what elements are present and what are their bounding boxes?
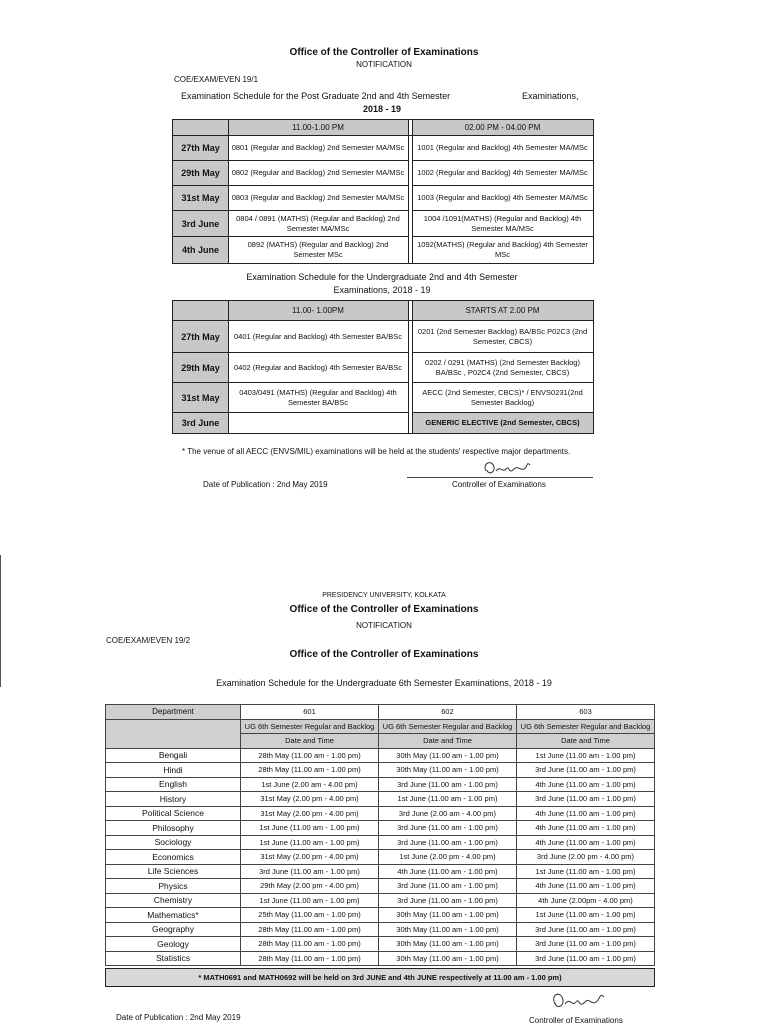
schedule-cell: 4th June (2.00pm - 4.00 pm) [517, 893, 655, 908]
schedule-cell: 4th June (11.00 am - 1.00 pm) [517, 777, 655, 792]
schedule-cell: 3rd June (11.00 am - 1.00 pm) [379, 835, 517, 850]
department-name: Physics [106, 879, 241, 894]
ug-cell: 0402 (Regular and Backlog) 4th Semester BA/BSc [228, 353, 408, 383]
ug-day: 31st May [173, 383, 228, 413]
pg-schedule-table [172, 119, 594, 264]
pg-divider [412, 120, 413, 263]
reference-number-2: COE/EXAM/EVEN 19/2 [106, 636, 191, 645]
schedule-cell: 28th May (11.00 am - 1.00 pm) [241, 922, 379, 937]
department-name: Bengali [106, 748, 241, 763]
pg-day: 4th June [173, 237, 228, 263]
col-sub: UG 6th Semester Regular and Backlog [517, 719, 655, 734]
university-name: PRESIDENCY UNIVERSITY, KOLKATA [322, 592, 446, 599]
ug6-schedule-table [105, 704, 655, 966]
notification-heading: NOTIFICATION [356, 60, 412, 69]
schedule-cell: 4th June (11.00 am - 1.00 pm) [517, 879, 655, 894]
table-row [106, 937, 655, 952]
pg-slot2-header: 02.00 PM - 04.00 PM [412, 120, 593, 136]
table-row [106, 922, 655, 937]
department-name: History [106, 792, 241, 807]
date-time-header: Date and Time [241, 734, 379, 749]
col-code: 603 [517, 705, 655, 720]
date-time-header: Date and Time [379, 734, 517, 749]
publication-date-2: Date of Publication : 2nd May 2019 [116, 1013, 241, 1022]
col-code: 601 [241, 705, 379, 720]
schedule-cell: 28th May (11.00 am - 1.00 pm) [241, 748, 379, 763]
pg-cell: 0802 (Regular and Backlog) 2nd Semester MA/MSc [228, 161, 408, 186]
office-title: Office of the Controller of Examinations [289, 47, 479, 58]
schedule-cell: 31st May (2.00 pm - 4.00 pm) [241, 792, 379, 807]
schedule-cell: 30th May (11.00 am - 1.00 pm) [379, 937, 517, 952]
department-name: Statistics [106, 951, 241, 966]
pg-slot1-header: 11.00-1.00 PM [228, 120, 408, 136]
department-header-blank [106, 719, 241, 748]
table-row [106, 777, 655, 792]
ug-divider [412, 301, 413, 433]
schedule-cell: 1st June (11.00 am - 1.00 pm) [379, 792, 517, 807]
schedule-cell: 29th May (2.00 pm - 4.00 pm) [241, 879, 379, 894]
schedule-cell: 1st June (11.00 am - 1.00 pm) [241, 893, 379, 908]
schedule-cell: 3rd June (11.00 am - 1.00 pm) [379, 777, 517, 792]
pg-cell: 0804 / 0891 (MATHS) (Regular and Backlog) 2nd Semester MA/MSc [228, 211, 408, 237]
table-row [106, 864, 655, 879]
schedule-cell: 28th May (11.00 am - 1.00 pm) [241, 937, 379, 952]
ug-divider [228, 301, 229, 433]
pg-corner [173, 120, 228, 136]
ug-slot2-header: STARTS AT 2.00 PM [412, 301, 593, 321]
department-name: Political Science [106, 806, 241, 821]
ug-cell: 0403/0491 (MATHS) (Regular and Backlog) 4th Semester BA/BSc [228, 383, 408, 413]
schedule-cell: 1st June (11.00 am - 1.00 pm) [241, 835, 379, 850]
pg-day: 3rd June [173, 211, 228, 237]
pg-divider [228, 120, 229, 263]
ug-day: 29th May [173, 353, 228, 383]
schedule-cell: 30th May (11.00 am - 1.00 pm) [379, 763, 517, 778]
schedule-cell: 25th May (11.00 am - 1.00 pm) [241, 908, 379, 923]
ug-schedule-title: Examination Schedule for the Undergraduate 2nd and 4th Semester [246, 272, 518, 282]
department-name: Sociology [106, 835, 241, 850]
col-code: 602 [379, 705, 517, 720]
department-name: English [106, 777, 241, 792]
schedule-cell: 30th May (11.00 am - 1.00 pm) [379, 908, 517, 923]
department-name: Philosophy [106, 821, 241, 836]
reference-number: COE/EXAM/EVEN 19/1 [174, 75, 259, 84]
schedule-cell: 1st June (2.00 pm - 4.00 pm) [379, 850, 517, 865]
schedule-cell: 1st June (11.00 am - 1.00 pm) [241, 821, 379, 836]
schedule-cell: 3rd June (11.00 am - 1.00 pm) [517, 922, 655, 937]
math-note: * MATH0691 and MATH0692 will be held on 3rd JUNE and 4th JUNE respectively at 11.00 am - 1.00 pm) [105, 968, 655, 987]
publication-date: Date of Publication : 2nd May 2019 [203, 480, 328, 489]
department-name: Life Sciences [106, 864, 241, 879]
department-name: Geology [106, 937, 241, 952]
pg-schedule-year: 2018 - 19 [362, 104, 402, 114]
schedule-cell: 4th June (11.00 am - 1.00 pm) [517, 806, 655, 821]
controller-label: Controller of Examinations [452, 480, 546, 489]
schedule-cell: 4th June (11.00 am - 1.00 pm) [517, 835, 655, 850]
schedule-cell: 28th May (11.00 am - 1.00 pm) [241, 763, 379, 778]
signature-line [407, 477, 593, 478]
ug-schedule-title-2: Examinations, 2018 - 19 [333, 285, 431, 295]
pg-cell: 0803 (Regular and Backlog) 2nd Semester MA/MSc [228, 186, 408, 211]
ug-cell: AECC (2nd Semester, CBCS)* / ENVS0231(2nd Semester Backlog) [412, 383, 593, 413]
ug-day: 27th May [173, 321, 228, 353]
department-name: Economics [106, 850, 241, 865]
table-row [106, 850, 655, 865]
pg-schedule-title-end: Examinations, [522, 91, 579, 101]
pg-cell: 1001 (Regular and Backlog) 4th Semester MA/MSc [412, 136, 593, 161]
ug-corner [173, 301, 228, 321]
schedule-cell: 1st June (11.00 am - 1.00 pm) [517, 864, 655, 879]
department-name: Chemistry [106, 893, 241, 908]
table-row [106, 763, 655, 778]
ug-cell: 0202 / 0291 (MATHS) (2nd Semester Backlog) BA/BSc , P02C4 (2nd Semester, CBCS) [412, 353, 593, 383]
controller-label-2: Controller of Examinations [529, 1016, 623, 1025]
department-name: Mathematics* [106, 908, 241, 923]
signature-2 [545, 988, 625, 1016]
schedule-cell: 1st June (11.00 am - 1.00 pm) [517, 908, 655, 923]
col-sub: UG 6th Semester Regular and Backlog [379, 719, 517, 734]
ug-slot1-header: 11.00- 1.00PM [228, 301, 408, 321]
table-row [106, 879, 655, 894]
office-title-3: Office of the Controller of Examinations [289, 649, 479, 660]
schedule-cell: 3rd June (2.00 am - 4.00 pm) [379, 806, 517, 821]
pg-day: 31st May [173, 186, 228, 211]
pg-day: 27th May [173, 136, 228, 161]
schedule-cell: 3rd June (11.00 am - 1.00 pm) [241, 864, 379, 879]
schedule-cell: 30th May (11.00 am - 1.00 pm) [379, 922, 517, 937]
ug6-schedule-title: Examination Schedule for the Undergraduate 6th Semester Examinations, 2018 - 19 [216, 678, 552, 688]
pg-cell: 1003 (Regular and Backlog) 4th Semester MA/MSc [412, 186, 593, 211]
schedule-cell: 3rd June (11.00 am - 1.00 pm) [517, 792, 655, 807]
department-name: Hindi [106, 763, 241, 778]
schedule-cell: 31st May (2.00 pm - 4.00 pm) [241, 806, 379, 821]
ug-divider [408, 301, 409, 433]
pg-cell: 1004 /1091(MATHS) (Regular and Backlog) 4th Semester MA/MSc [412, 211, 593, 237]
ug-cell: GENERIC ELECTIVE (2nd Semester, CBCS) [412, 413, 593, 433]
table-row [106, 705, 655, 720]
department-header: Department [106, 705, 241, 720]
schedule-cell: 3rd June (11.00 am - 1.00 pm) [379, 821, 517, 836]
pg-divider [408, 120, 409, 263]
table-row [106, 908, 655, 923]
table-row [106, 893, 655, 908]
venue-note: * The venue of all AECC (ENVS/MIL) examinations will be held at the students' respective major departments. [182, 447, 571, 456]
schedule-cell: 3rd June (11.00 am - 1.00 pm) [379, 879, 517, 894]
pg-cell: 0801 (Regular and Backlog) 2nd Semester MA/MSc [228, 136, 408, 161]
schedule-cell: 1st June (2.00 am - 4.00 pm) [241, 777, 379, 792]
ug-cell [228, 413, 408, 433]
table-row [106, 719, 655, 734]
pg-cell: 0892 (MATHS) (Regular and Backlog) 2nd Semester MSc [247, 240, 389, 259]
schedule-cell: 28th May (11.00 am - 1.00 pm) [241, 951, 379, 966]
schedule-cell: 4th June (11.00 am - 1.00 pm) [379, 864, 517, 879]
schedule-cell: 31st May (2.00 pm - 4.00 pm) [241, 850, 379, 865]
ug-day: 3rd June [173, 413, 228, 433]
office-title-2: Office of the Controller of Examinations [289, 604, 479, 615]
schedule-cell: 3rd June (11.00 am - 1.00 pm) [517, 937, 655, 952]
pg-day: 29th May [173, 161, 228, 186]
schedule-cell: 30th May (11.00 am - 1.00 pm) [379, 951, 517, 966]
schedule-cell: 3rd June (11.00 am - 1.00 pm) [517, 951, 655, 966]
ug-schedule-table [172, 300, 594, 434]
pg-schedule-title: Examination Schedule for the Post Graduate 2nd and 4th Semester [181, 91, 451, 101]
col-sub: UG 6th Semester Regular and Backlog [241, 719, 379, 734]
pg-cell: 1092(MATHS) (Regular and Backlog) 4th Semester MSc [417, 240, 588, 259]
pg-cell: 1002 (Regular and Backlog) 4th Semester MA/MSc [412, 161, 593, 186]
schedule-cell: 3rd June (11.00 am - 1.00 pm) [379, 893, 517, 908]
ug-cell: 0201 (2nd Semester Backlog) BA/BSc P02C3 (2nd Semester, CBCS) [412, 321, 593, 353]
schedule-cell: 4th June (11.00 am - 1.00 pm) [517, 821, 655, 836]
table-row [106, 792, 655, 807]
schedule-cell: 1st June (11.00 am - 1.00 pm) [517, 748, 655, 763]
table-row [106, 748, 655, 763]
table-row [106, 835, 655, 850]
notification-heading-2: NOTIFICATION [356, 621, 412, 630]
date-time-header: Date and Time [517, 734, 655, 749]
table-row [106, 821, 655, 836]
department-name: Geography [106, 922, 241, 937]
schedule-cell: 3rd June (2.00 pm - 4.00 pm) [517, 850, 655, 865]
schedule-cell: 30th May (11.00 am - 1.00 pm) [379, 748, 517, 763]
schedule-cell: 3rd June (11.00 am - 1.00 pm) [517, 763, 655, 778]
table-row [106, 806, 655, 821]
ug-cell: 0401 (Regular and Backlog) 4th Semester BA/BSc [228, 321, 408, 353]
table-row [106, 951, 655, 966]
